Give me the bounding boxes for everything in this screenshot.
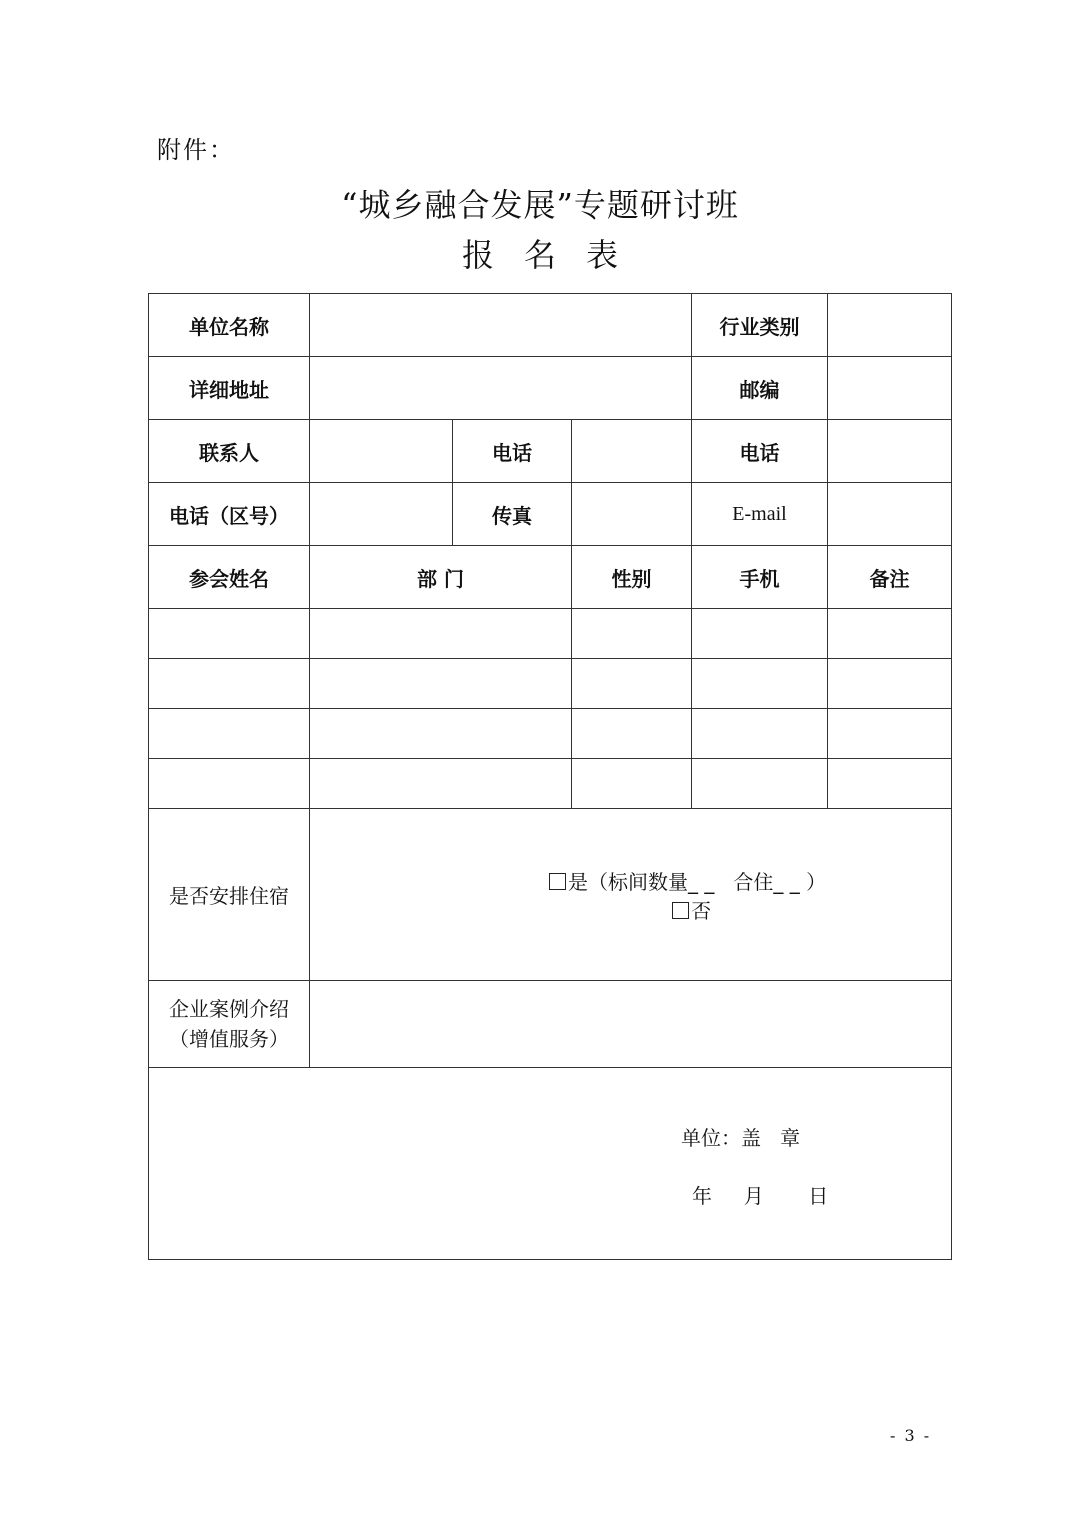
department-header: 部 门 [310, 546, 572, 609]
email-field[interactable] [828, 483, 952, 546]
remarks-header: 备注 [828, 546, 952, 609]
attendee-name-cell[interactable] [149, 659, 310, 709]
checkbox-icon[interactable] [672, 902, 689, 919]
gender-cell[interactable] [572, 759, 692, 809]
seal-area [149, 1068, 952, 1260]
lodging-yes-option[interactable] [549, 866, 826, 895]
email-label: E-mail [692, 483, 828, 546]
area-phone-field[interactable] [310, 483, 453, 546]
postcode-field[interactable] [828, 357, 952, 420]
page-number: - 3 - [890, 1426, 932, 1445]
area-phone-label: 电话（区号） [149, 483, 310, 546]
date-label: 年 月 日 [692, 1184, 829, 1208]
mobile-cell[interactable] [692, 609, 828, 659]
remarks-cell[interactable] [828, 609, 952, 659]
gender-cell[interactable] [572, 609, 692, 659]
contact-label: 联系人 [149, 420, 310, 483]
remarks-cell[interactable] [828, 759, 952, 809]
form-subtitle: 报名表 [461, 236, 648, 274]
phone-label-1: 电话 [453, 420, 572, 483]
case-intro-label-line2: （增值服务） [169, 1027, 289, 1051]
form-title: “城乡融合发展”专题研讨班 [341, 186, 739, 224]
case-intro-field[interactable] [310, 981, 952, 1068]
industry-label: 行业类别 [692, 294, 828, 357]
department-cell[interactable] [310, 759, 572, 809]
mobile-cell[interactable] [692, 659, 828, 709]
phone-field-1[interactable] [572, 420, 692, 483]
postcode-label: 邮编 [692, 357, 828, 420]
fax-label: 传真 [453, 483, 572, 546]
address-label: 详细地址 [149, 357, 310, 420]
remarks-cell[interactable] [828, 659, 952, 709]
lodging-label: 是否安排住宿 [149, 809, 310, 981]
attachment-label: 附件： [157, 136, 235, 164]
industry-field[interactable] [828, 294, 952, 357]
checkbox-icon[interactable] [549, 873, 566, 890]
fax-field[interactable] [572, 483, 692, 546]
attendee-row [149, 759, 952, 809]
lodging-no-option[interactable] [672, 895, 711, 924]
lodging-options [310, 809, 952, 981]
department-cell[interactable] [310, 659, 572, 709]
mobile-cell[interactable] [692, 709, 828, 759]
mobile-cell[interactable] [692, 759, 828, 809]
phone-label-2: 电话 [692, 420, 828, 483]
mobile-header: 手机 [692, 546, 828, 609]
remarks-cell[interactable] [828, 709, 952, 759]
lodging-no-text: 否 [691, 898, 712, 923]
attendee-row [149, 659, 952, 709]
attendee-name-cell[interactable] [149, 759, 310, 809]
department-cell[interactable] [310, 709, 572, 759]
attendee-row [149, 709, 952, 759]
department-cell[interactable] [310, 609, 572, 659]
unit-name-label: 单位名称 [149, 294, 310, 357]
case-intro-label [149, 981, 310, 1068]
gender-cell[interactable] [572, 709, 692, 759]
registration-form-table [148, 293, 952, 1260]
attendee-name-header: 参会姓名 [149, 546, 310, 609]
attendee-row [149, 609, 952, 659]
gender-header: 性别 [572, 546, 692, 609]
address-field[interactable] [310, 357, 692, 420]
phone-field-2[interactable] [828, 420, 952, 483]
gender-cell[interactable] [572, 659, 692, 709]
case-intro-label-line1: 企业案例介绍 [169, 997, 289, 1021]
lodging-yes-text: 是（标间数量_ _ 合住_ _ ） [568, 869, 827, 894]
unit-name-field[interactable] [310, 294, 692, 357]
attendee-name-cell[interactable] [149, 709, 310, 759]
contact-field[interactable] [310, 420, 453, 483]
attendee-name-cell[interactable] [149, 609, 310, 659]
seal-label: 单位：盖 章 [681, 1126, 801, 1150]
